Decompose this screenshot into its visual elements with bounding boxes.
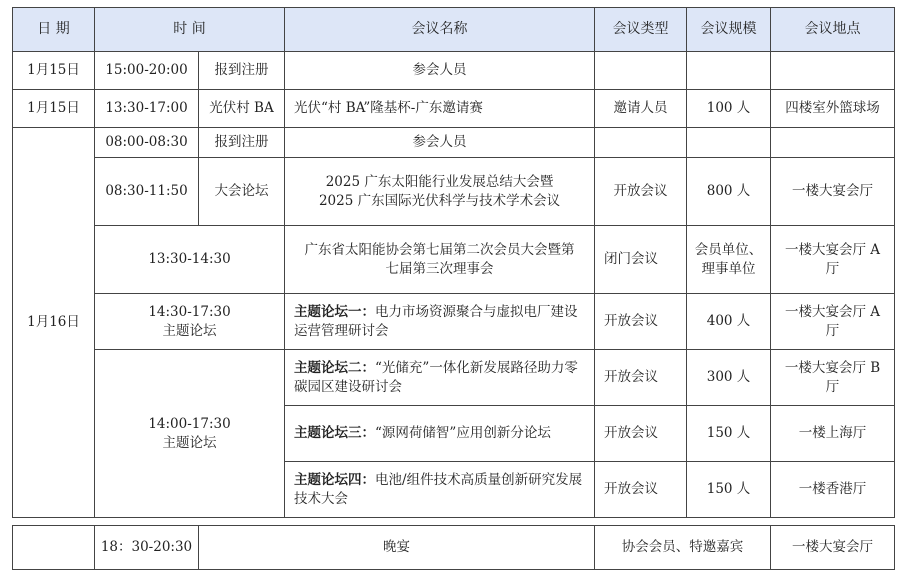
table-row xyxy=(13,226,895,294)
type-cell xyxy=(595,52,687,90)
time-cell: 08:30-11:50 xyxy=(95,158,199,226)
time-cell xyxy=(95,350,285,518)
forum-label: 主题论坛一： xyxy=(294,303,376,320)
scale-cell: 300 人 xyxy=(687,350,771,406)
forum-title: “源网荷储智”应用创新分论坛 xyxy=(375,425,551,441)
meeting-name-cell xyxy=(285,462,595,518)
time-cell: 15:00-20:00 xyxy=(95,52,199,90)
meeting-name-cell xyxy=(285,406,595,462)
meeting-name-cell: 参会人员 xyxy=(285,128,595,158)
forum-label: 主题论坛二： xyxy=(294,359,376,376)
meeting-name-line: 2025 广东太阳能行业发展总结大会暨 xyxy=(325,173,554,190)
scale-cell xyxy=(687,128,771,158)
type-cell: 开放会议 xyxy=(595,350,687,406)
header-meeting-scale: 会议规模 xyxy=(687,8,771,52)
venue-cell: 一楼香港厅 xyxy=(771,462,895,518)
table-row xyxy=(13,158,895,226)
item-cell: 大会论坛 xyxy=(199,158,285,226)
header-meeting-type: 会议类型 xyxy=(595,8,687,52)
time-subtitle: 主题论坛 xyxy=(162,322,217,339)
item-cell: 报到注册 xyxy=(199,52,285,90)
date-cell: 1月15日 xyxy=(13,52,95,90)
venue-cell: 一楼上海厅 xyxy=(771,406,895,462)
header-venue: 会议地点 xyxy=(771,8,895,52)
type-cell: 开放会议 xyxy=(595,462,687,518)
forum-label: 主题论坛四： xyxy=(294,471,376,488)
table-row xyxy=(13,128,895,158)
time-subtitle: 主题论坛 xyxy=(162,434,217,451)
scale-cell: 100 人 xyxy=(687,90,771,128)
scale-cell: 400 人 xyxy=(687,294,771,350)
meeting-name-cell: 晚宴 xyxy=(199,526,595,570)
venue-cell xyxy=(771,128,895,158)
table-row xyxy=(13,294,895,350)
time-range: 14:30-17:30 xyxy=(148,303,231,320)
forum-title: “光储充”一体化新发展路径助力零碳园区建设研讨会 xyxy=(294,359,578,395)
venue-cell: 一楼大宴会厅 A 厅 xyxy=(771,226,895,294)
table-row xyxy=(13,90,895,128)
item-cell: 光伏村 BA xyxy=(199,90,285,128)
time-cell: 18：30-20:30 xyxy=(95,526,199,570)
meeting-name-cell xyxy=(285,350,595,406)
type-cell: 协会会员、特邀嘉宾 xyxy=(595,526,771,570)
schedule-table xyxy=(12,7,895,518)
table-row xyxy=(13,350,895,406)
type-cell: 开放会议 xyxy=(595,406,687,462)
header-meeting-name: 会议名称 xyxy=(285,8,595,52)
type-cell: 开放会议 xyxy=(595,158,687,226)
forum-title: 电力市场资源聚合与虚拟电厂建设运营管理研讨会 xyxy=(294,303,578,339)
type-cell xyxy=(595,128,687,158)
forum-title: 电池/组件技术高质量创新研究发展技术大会 xyxy=(294,471,583,507)
date-cell: 1月15日 xyxy=(13,90,95,128)
date-cell: 1月16日 xyxy=(13,128,95,518)
venue-cell xyxy=(771,52,895,90)
scale-cell: 150 人 xyxy=(687,462,771,518)
table-row xyxy=(13,52,895,90)
scale-cell: 150 人 xyxy=(687,406,771,462)
time-cell: 08:00-08:30 xyxy=(95,128,199,158)
type-cell: 邀请人员 xyxy=(595,90,687,128)
venue-cell: 四楼室外篮球场 xyxy=(771,90,895,128)
item-cell: 报到注册 xyxy=(199,128,285,158)
date-cell xyxy=(13,526,95,570)
type-cell: 开放会议 xyxy=(595,294,687,350)
venue-cell: 一楼大宴会厅 A 厅 xyxy=(771,294,895,350)
meeting-name-cell: 广东省太阳能协会第七届第二次会员大会暨第七届第三次理事会 xyxy=(285,226,595,294)
meeting-name-line: 2025 广东国际光伏科学与技术学术会议 xyxy=(318,192,561,209)
venue-cell: 一楼大宴会厅 xyxy=(771,158,895,226)
dinner-table xyxy=(12,525,895,570)
scale-cell xyxy=(687,52,771,90)
type-cell: 闭门会议 xyxy=(595,226,687,294)
meeting-name-cell: 光伏“村 BA”隆基杯-广东邀请赛 xyxy=(285,90,595,128)
header-time: 时 间 xyxy=(95,8,285,52)
header-date: 日 期 xyxy=(13,8,95,52)
time-cell: 13:30-17:00 xyxy=(95,90,199,128)
time-cell xyxy=(95,294,285,350)
header-row xyxy=(13,8,895,52)
meeting-name-cell: 参会人员 xyxy=(285,52,595,90)
scale-cell: 会员单位、理事单位 xyxy=(687,226,771,294)
time-range: 14:00-17:30 xyxy=(148,415,231,432)
time-cell: 13:30-14:30 xyxy=(95,226,285,294)
forum-label: 主题论坛三： xyxy=(294,425,376,441)
venue-cell: 一楼大宴会厅 B 厅 xyxy=(771,350,895,406)
scale-cell: 800 人 xyxy=(687,158,771,226)
venue-cell: 一楼大宴会厅 xyxy=(771,526,895,570)
dinner-row xyxy=(13,526,895,570)
meeting-name-cell xyxy=(285,294,595,350)
meeting-name-cell xyxy=(285,158,595,226)
